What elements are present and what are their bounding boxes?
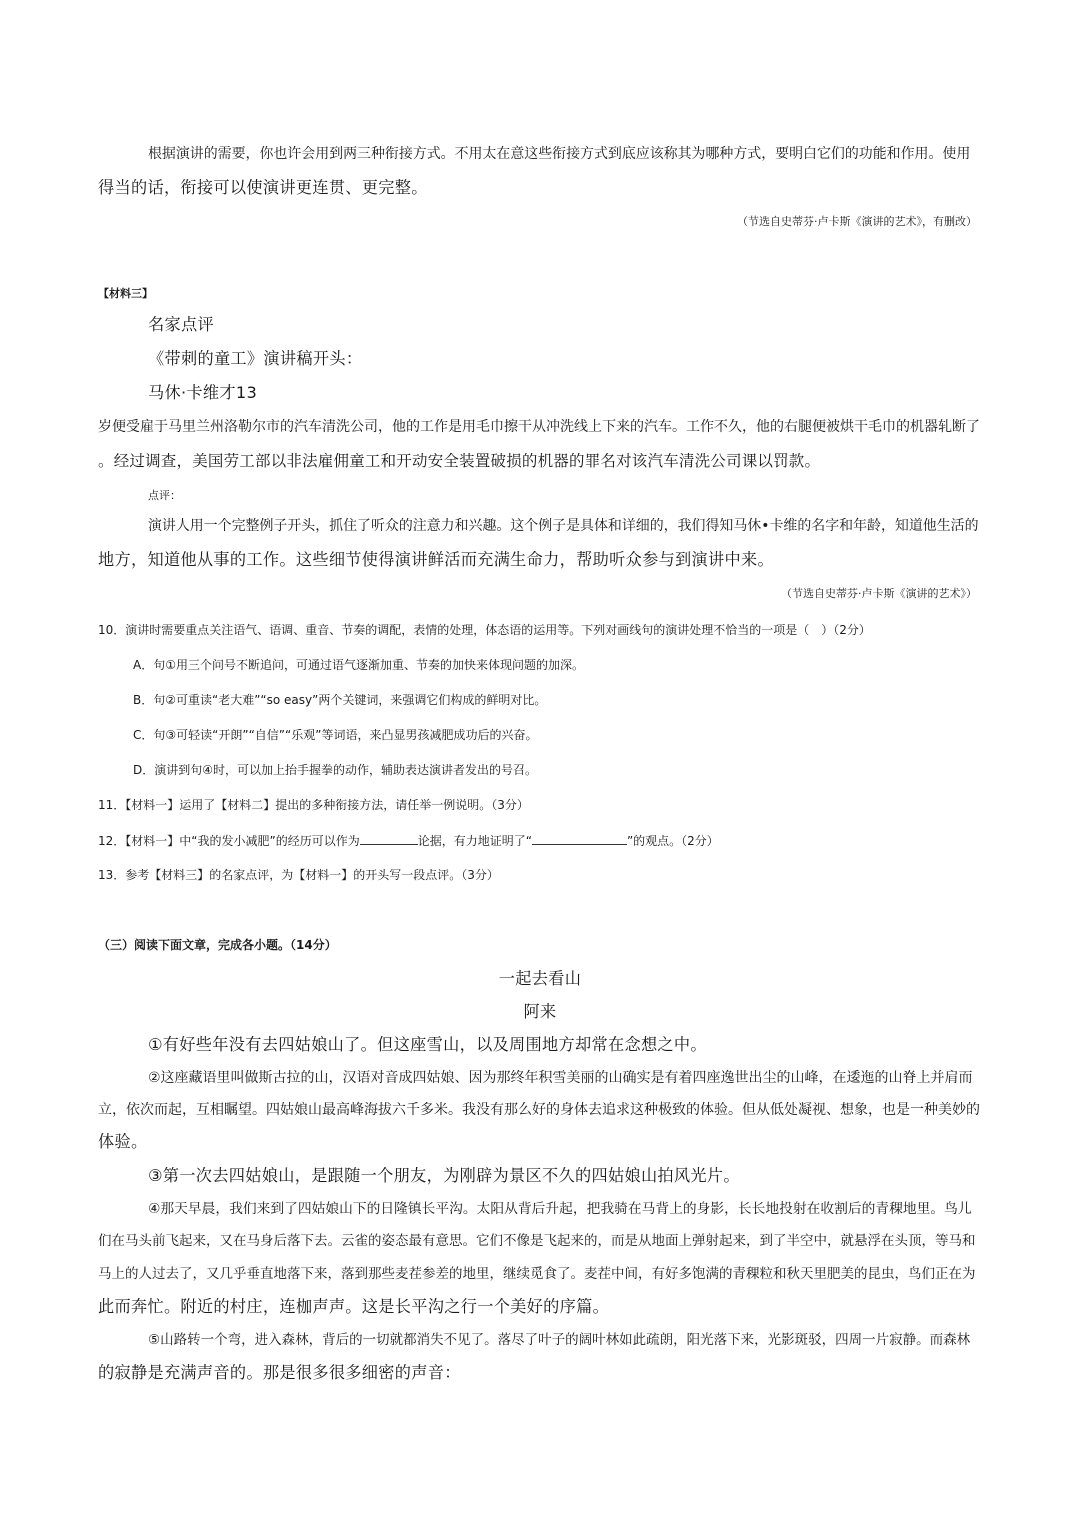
article-paragraph-4-line-3: 马上的人过去了，又几乎垂直地落下来，落到那些麦茬参差的地里，继续觅食了。麦茬中间，有好多饱满的青稞粒和秋天里肥美的昆虫，鸟们正在为: [98, 1266, 976, 1282]
question-13: 13．参考【材料三】的名家点评，为【材料一】的开头写一段点评。（3分）: [98, 868, 499, 882]
article-paragraph-4-line-2: 们在马头前飞起来，又在马身后落下去。云雀的姿态最有意思。它们不像是飞起来的，而是从地面上弹射起来，到了半空中，就悬浮在头顶，等马和: [98, 1233, 976, 1249]
material2-line-2: 得当的话，衔接可以使演讲更连贯、更完整。: [98, 178, 428, 197]
material3-name-line: 马休·卡维才13: [148, 383, 258, 402]
material3-comment-line-1: 演讲人用一个完整例子开头，抓住了听众的注意力和兴趣。这个例子是具体和详细的，我们得知马休•卡维的名字和年龄，知道他生活的: [148, 518, 979, 534]
material3-subtitle: 《带刺的童工》演讲稿开头：: [148, 349, 363, 368]
material3-para-line-1: 岁便受雇于马里兰州洛勒尔市的汽车清洗公司，他的工作是用毛巾擦干从冲洗线上下来的汽车。工作不久，他的右腿便被烘干毛巾的机器轧断了: [98, 419, 980, 435]
article-paragraph-5-line-2: 的寂静是充满声音的。那是很多很多细密的声音：: [98, 1363, 461, 1382]
article-paragraph-4-line-1: ④那天早晨，我们来到了四姑娘山下的日隆镇长平沟。太阳从背后升起，把我骑在马背上的身影，长长地投射在收割后的青稞地里。鸟儿: [148, 1201, 972, 1217]
article-paragraph-5-line-1: ⑤山路转一个弯，进入森林，背后的一切就都消失不见了。落尽了叶子的阔叶林如此疏朗，阳光落下来，光影斑驳，四周一片寂静。而森林: [148, 1332, 971, 1348]
article-paragraph-3: ③第一次去四姑娘山，是跟随一个朋友，为刚辟为景区不久的四姑娘山拍风光片。: [148, 1166, 740, 1185]
article-paragraph-4-line-4: 此而奔忙。附近的村庄，连枷声声。这是长平沟之行一个美好的序篇。: [98, 1297, 610, 1316]
question-11: 11．【材料一】运用了【材料二】提出的多种衔接方法，请任举一例说明。（3分）: [98, 798, 529, 812]
material3-source: （节选自史蒂芬·卢卡斯《演讲的艺术》）: [781, 587, 977, 600]
question-10-option-b: B．句②可重读“老大难”“so easy”两个关键词，来强调它们构成的鲜明对比。: [133, 693, 547, 707]
article-paragraph-2-line-3: 体验。: [98, 1132, 148, 1151]
article-paragraph-2-line-1: ②这座藏语里叫做斯古拉的山，汉语对音成四姑娘、因为那终年积雪美丽的山确实是有着四座逸世出尘的山峰，在逶迤的山脊上并肩而: [148, 1070, 973, 1086]
material3-heading: 名家点评: [148, 315, 214, 334]
answer-blank-2[interactable]: [532, 832, 627, 845]
answer-blank-1[interactable]: [360, 832, 418, 845]
material2-line-1: 根据演讲的需要，你也许会用到两三种衔接方式。不用太在意这些衔接方式到底应该称其为哪种方式，要明白它们的功能和作用。使用: [148, 146, 971, 162]
article-author: 阿来: [523, 1002, 557, 1021]
question-10-option-c: C．句③可轻读“开朗”“自信”“乐观”等词语，来凸显男孩减肥成功后的兴奋。: [133, 728, 538, 742]
question-12-part-3: ”的观点。（2分）: [626, 834, 719, 848]
question-10-option-d: D．演讲到句④时，可以加上抬手握拳的动作，辅助表达演讲者发出的号召。: [133, 763, 538, 777]
question-12: [98, 832, 719, 849]
article-paragraph-1: ①有好些年没有去四姑娘山了。但这座雪山，以及周围地方却常在念想之中。: [148, 1035, 707, 1054]
section3-header: （三）阅读下面文章，完成各小题。（14分）: [98, 938, 337, 952]
question-10-option-a: A．句①用三个问号不断追问，可通过语气逐渐加重、节奏的加快来体现问题的加深。: [133, 658, 584, 672]
question-12-part-1: 12．【材料一】中“我的发小减肥”的经历可以作为: [98, 834, 360, 848]
material3-label: 【材料三】: [98, 287, 153, 300]
question-12-part-2: 论据，有力地证明了“: [417, 834, 532, 848]
material2-source: （节选自史蒂芬·卢卡斯《演讲的艺术》，有删改）: [737, 215, 977, 228]
article-title: 一起去看山: [498, 969, 582, 988]
question-10: 10．演讲时需要重点关注语气、语调、重音、节奏的调配，表情的处理，体态语的运用等。下列对画线句的演讲处理不恰当的一项是（ ）（2分）: [98, 623, 871, 637]
material3-comment-line-2: 地方，知道他从事的工作。这些细节使得演讲鲜活而充满生命力，帮助听众参与到演讲中来。: [98, 550, 774, 569]
article-paragraph-2-line-2: 立，依次而起，互相瞩望。四姑娘山最高峰海拔六千多米。我没有那么好的身体去追求这种极致的体验。但从低处凝视、想象，也是一种美妙的: [98, 1102, 980, 1118]
material3-para-line-2: 。经过调查，美国劳工部以非法雇佣童工和开动安全装置破损的机器的罪名对该汽车清洗公司课以罚款。: [98, 452, 821, 470]
material3-comment-label: 点评：: [148, 489, 181, 502]
